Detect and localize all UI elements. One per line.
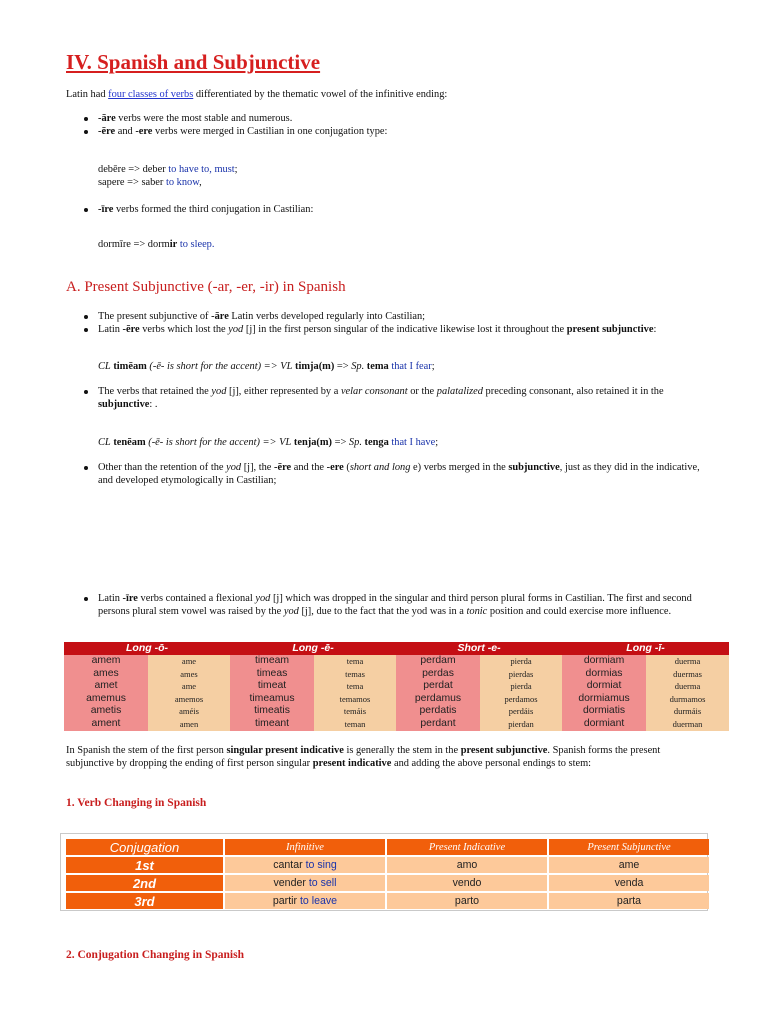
bullet-dot xyxy=(84,130,88,134)
bullet-a5 xyxy=(98,592,702,618)
term-palatalized: palatalized xyxy=(436,386,483,397)
subjunctive-cell: parta xyxy=(549,893,709,909)
punct: ; xyxy=(234,164,238,175)
text: preceding consonant, also retained it in the xyxy=(482,386,664,397)
text: or the xyxy=(407,386,437,397)
infinitive-cell xyxy=(225,857,385,873)
term: present subjunctive xyxy=(460,745,548,756)
punct: ; xyxy=(431,361,435,372)
latin-cell: timeat xyxy=(230,680,314,693)
bullet-dot xyxy=(84,208,88,212)
bullet-a3 xyxy=(98,385,702,411)
text: , just as they did in the indicative, and developed etymologically in Castilian; xyxy=(98,462,700,486)
term-yod: yod xyxy=(228,324,244,335)
latin-cell: dormiant xyxy=(562,718,646,731)
infinitive: cantar xyxy=(273,858,303,871)
text: The verbs that retained the xyxy=(98,386,212,397)
text: verbs contained a flexional xyxy=(137,593,256,604)
abbr-cl: CL xyxy=(98,437,111,448)
bullet-a2 xyxy=(98,323,656,336)
term: present subjunctive xyxy=(566,324,654,335)
text: [j] in the first person singular of the indicative likewise lost it throughout the xyxy=(243,324,567,335)
bullet-text: verbs were merged in Castilian in one conjugation type: xyxy=(152,126,388,137)
example-gloss: to sleep. xyxy=(177,239,215,250)
latin-cell: perdam xyxy=(396,655,480,668)
bullet-ere xyxy=(98,125,387,138)
endings-table xyxy=(64,642,729,731)
text: and adding the above personal endings to stem: xyxy=(391,758,592,769)
latin-cell: ament xyxy=(64,718,148,731)
page-title: IV. Spanish and Subjunctive xyxy=(66,50,321,74)
abbr-cl: CL xyxy=(98,361,111,372)
latin-cell: dormiamus xyxy=(562,693,646,706)
latin-cell: timeas xyxy=(230,668,314,681)
row-label: 1st xyxy=(66,857,223,873)
note: (-ē- is short for the accent) => xyxy=(145,437,280,448)
ending: -āre xyxy=(211,311,229,322)
header-long-i: Long -ī- xyxy=(562,642,729,655)
ending: -īre xyxy=(122,593,138,604)
bullet-are xyxy=(98,112,292,125)
section-a-heading: A. Present Subjunctive (-ar, -er, -ir) in Spanish xyxy=(66,279,346,295)
latin-cell: ametis xyxy=(64,705,148,718)
latin-cell: perdas xyxy=(396,668,480,681)
vulgar-word: timja(m) xyxy=(295,361,335,372)
text: [j], either represented by a xyxy=(226,386,341,397)
spanish-cell: temamos xyxy=(314,693,396,706)
header-conjugation: Conjugation xyxy=(66,839,223,855)
example-latin: debēre => deber xyxy=(98,164,169,175)
text: . Spanish forms the present subjunctive by dropping the ending of first person singular xyxy=(66,745,661,769)
spanish-cell: teman xyxy=(314,718,396,731)
header-present-subjunctive: Present Subjunctive xyxy=(549,839,709,855)
verb-table-header xyxy=(66,839,709,855)
stem-paragraph xyxy=(66,744,706,770)
spanish-cell: amemos xyxy=(148,693,230,706)
text: : xyxy=(653,324,657,335)
intro-text-end: differentiated by the thematic vowel of the infinitive ending: xyxy=(193,89,448,100)
abbr-vl: VL xyxy=(280,361,293,372)
vulgar-word: tenja(m) xyxy=(293,437,332,448)
bullet-dot xyxy=(84,117,88,121)
spanish-word: tenga xyxy=(361,437,389,448)
example-deber xyxy=(98,163,238,176)
punct: , xyxy=(199,177,202,188)
latin-cell: perdat xyxy=(396,680,480,693)
text: verbs which lost the xyxy=(139,324,229,335)
table-row xyxy=(64,693,729,706)
infinitive: partir xyxy=(272,894,298,907)
latin-cell: dormiatis xyxy=(562,705,646,718)
bullet-dot xyxy=(84,328,88,332)
indicative-cell: vendo xyxy=(387,875,547,891)
spanish-cell: ames xyxy=(148,668,230,681)
example-latin: dormīre => dorm xyxy=(98,239,170,250)
abbr-vl: VL xyxy=(279,437,292,448)
abbr-sp: Sp. xyxy=(348,437,362,448)
bullet-dot xyxy=(84,315,88,319)
intro-text: Latin had xyxy=(66,89,109,100)
bullet-dot xyxy=(84,390,88,394)
table-row xyxy=(66,875,709,891)
ending: -ēre xyxy=(122,324,140,335)
text: The present subjunctive of xyxy=(98,311,212,322)
text: is generally the stem in the xyxy=(343,745,461,756)
latin-cell: perdant xyxy=(396,718,480,731)
term: singular present indicative xyxy=(226,745,344,756)
gloss: to sell xyxy=(305,876,337,889)
text: Latin xyxy=(98,324,123,335)
spanish-cell: duerman xyxy=(646,718,729,731)
latin-cell: dormias xyxy=(562,668,646,681)
arrow: => xyxy=(332,437,349,448)
bullet-text: verbs were the most stable and numerous. xyxy=(115,113,293,124)
bullet-text: verbs formed the third conjugation in Castilian: xyxy=(113,204,314,215)
latin-cell: ames xyxy=(64,668,148,681)
text: In Spanish the stem of the first person xyxy=(66,745,227,756)
infinitive: vender xyxy=(273,876,306,889)
endings-table-header xyxy=(64,642,729,655)
ending-ire: -īre xyxy=(98,204,114,215)
latin-cell: perdamus xyxy=(396,693,480,706)
spanish-cell: duerma xyxy=(646,655,729,668)
spanish-cell: ame xyxy=(148,655,230,668)
latin-cell: dormiat xyxy=(562,680,646,693)
text: position and could exercise more influence. xyxy=(487,606,672,617)
cl-example-teneam xyxy=(98,436,438,449)
table-row xyxy=(64,680,729,693)
term-velar: velar consonant xyxy=(340,386,408,397)
spanish-cell: pierdan xyxy=(480,718,562,731)
example-ending: ir xyxy=(169,239,178,250)
four-classes-link[interactable]: four classes of verbs xyxy=(108,89,194,100)
table-row xyxy=(66,857,709,873)
verb-table xyxy=(64,837,711,911)
spanish-word: tema xyxy=(364,361,389,372)
term: short and long xyxy=(349,462,411,473)
row-label: 2nd xyxy=(66,875,223,891)
text: ( xyxy=(343,462,350,473)
latin-cell: timeamus xyxy=(230,693,314,706)
intro-paragraph xyxy=(66,88,447,101)
term-yod: yod xyxy=(211,386,227,397)
subjunctive-cell: venda xyxy=(549,875,709,891)
latin-cell: amemus xyxy=(64,693,148,706)
spanish-cell: duermas xyxy=(646,668,729,681)
spanish-cell: tema xyxy=(314,680,396,693)
punct: ; xyxy=(435,437,439,448)
table-row xyxy=(66,893,709,909)
indicative-cell: parto xyxy=(387,893,547,909)
latin-cell: timeant xyxy=(230,718,314,731)
gloss: that I have xyxy=(388,437,436,448)
spanish-cell: perdáis xyxy=(480,705,562,718)
spanish-cell: ame xyxy=(148,680,230,693)
bullet-a1 xyxy=(98,310,425,323)
latin-cell: timeatis xyxy=(230,705,314,718)
spanish-cell: perdamos xyxy=(480,693,562,706)
ending-ere-long: -ēre xyxy=(98,126,116,137)
subjunctive-cell: ame xyxy=(549,857,709,873)
latin-cell: perdatis xyxy=(396,705,480,718)
table-row xyxy=(64,705,729,718)
bullet-dot xyxy=(84,597,88,601)
gloss: that I fear xyxy=(388,361,432,372)
example-gloss: to have to, must xyxy=(168,164,235,175)
header-short-e: Short -e- xyxy=(396,642,562,655)
example-dormir xyxy=(98,238,214,251)
section-2-heading: 2. Conjugation Changing in Spanish xyxy=(66,949,245,961)
text: [j], due to the fact that the yod was in a xyxy=(298,606,467,617)
latin-cell: timeam xyxy=(230,655,314,668)
text: e) verbs merged in the xyxy=(410,462,509,473)
term: subjunctive xyxy=(98,399,150,410)
spanish-cell: duerma xyxy=(646,680,729,693)
verb-table-frame xyxy=(60,833,708,911)
spanish-cell: pierdas xyxy=(480,668,562,681)
header-long-e: Long -ē- xyxy=(230,642,396,655)
latin-cell: amet xyxy=(64,680,148,693)
spanish-cell: temáis xyxy=(314,705,396,718)
spanish-cell: durmáis xyxy=(646,705,729,718)
infinitive-cell xyxy=(225,875,385,891)
ending: -ere xyxy=(326,462,344,473)
header-present-indicative: Present Indicative xyxy=(387,839,547,855)
latin-cell: dormiam xyxy=(562,655,646,668)
bullet-ire xyxy=(98,203,313,216)
text: Latin xyxy=(98,593,123,604)
spanish-cell: tema xyxy=(314,655,396,668)
gloss: to leave xyxy=(297,894,338,907)
term-yod: yod xyxy=(255,593,271,604)
text: [j], the xyxy=(241,462,275,473)
ending-are: -āre xyxy=(98,113,116,124)
spanish-cell: pierda xyxy=(480,680,562,693)
table-row xyxy=(64,655,729,668)
bullet-text: and xyxy=(115,126,136,137)
row-label: 3rd xyxy=(66,893,223,909)
spanish-cell: améis xyxy=(148,705,230,718)
term: subjunctive xyxy=(508,462,560,473)
term-yod: yod xyxy=(283,606,299,617)
spanish-cell: pierda xyxy=(480,655,562,668)
term-tonic: tonic xyxy=(466,606,488,617)
text: and the xyxy=(291,462,327,473)
text: Latin verbs developed regularly into Castilian; xyxy=(228,311,426,322)
indicative-cell: amo xyxy=(387,857,547,873)
header-infinitive: Infinitive xyxy=(225,839,385,855)
text: [j] which was dropped in the singular and third person plural forms in Castilian. The first and second persons plural stem vowel was raised by the xyxy=(98,593,692,617)
infinitive-cell xyxy=(225,893,385,909)
example-gloss: to know xyxy=(165,177,200,188)
table-row xyxy=(64,718,729,731)
spanish-cell: temas xyxy=(314,668,396,681)
latin-word: tenēam xyxy=(113,437,146,448)
arrow: => xyxy=(334,361,352,372)
spanish-cell: amen xyxy=(148,718,230,731)
header-long-o: Long -ō- xyxy=(64,642,230,655)
spanish-cell: durmamos xyxy=(646,693,729,706)
example-latin: sapere => saber xyxy=(98,177,166,188)
bullet-a4 xyxy=(98,461,702,487)
term-yod: yod xyxy=(226,462,242,473)
section-1-heading: 1. Verb Changing in Spanish xyxy=(66,797,207,809)
cl-example-timeam xyxy=(98,360,435,373)
abbr-sp: Sp. xyxy=(351,361,365,372)
bullet-dot xyxy=(84,466,88,470)
table-row xyxy=(64,668,729,681)
gloss: to sing xyxy=(302,858,337,871)
latin-cell: amem xyxy=(64,655,148,668)
term: present indicative xyxy=(312,758,392,769)
text: : . xyxy=(149,399,158,410)
ending: -ēre xyxy=(274,462,292,473)
ending-ere-short: -ere xyxy=(135,126,153,137)
note: (-ē- is short for the accent) => xyxy=(146,361,281,372)
latin-word: timēam xyxy=(113,361,147,372)
text: Other than the retention of the xyxy=(98,462,227,473)
example-saber xyxy=(98,176,202,189)
